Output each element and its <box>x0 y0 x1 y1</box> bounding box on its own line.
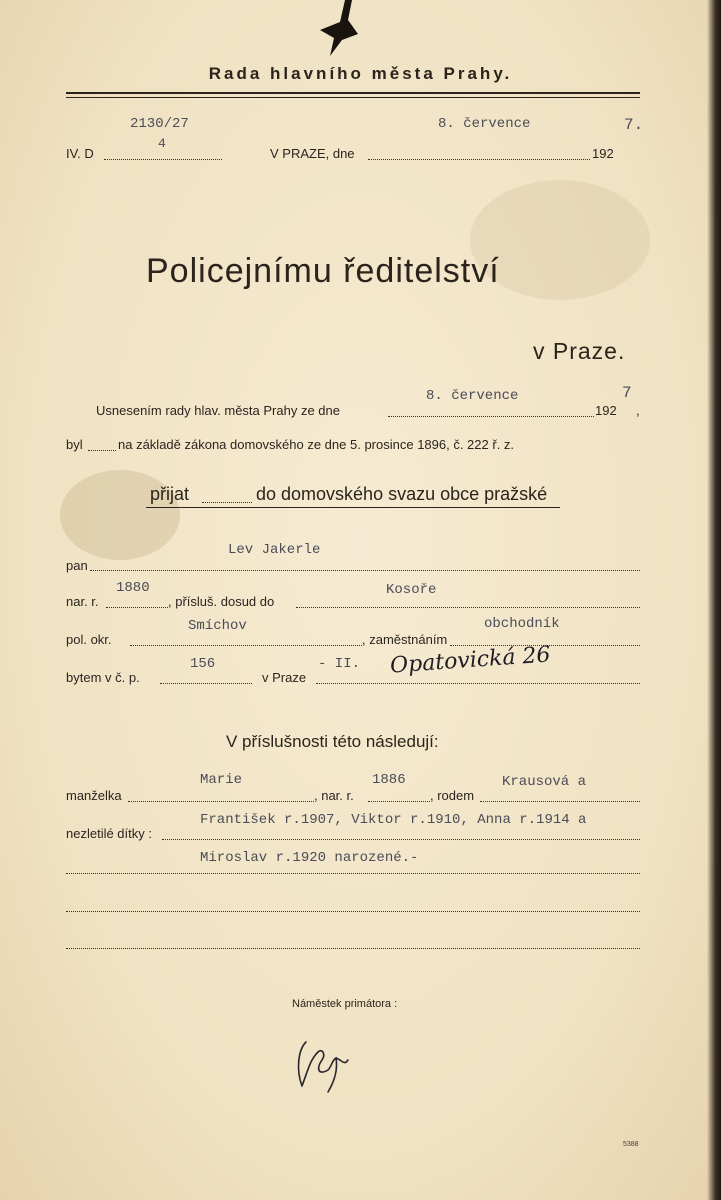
accepted-word: přijat <box>150 484 190 504</box>
street-handwritten: Opatovická 26 <box>389 642 552 679</box>
street-line <box>316 683 640 684</box>
dept-line <box>104 159 222 160</box>
accepted-text: do domovského svazu obce pražské <box>256 484 548 504</box>
resolution-date: 8. července <box>426 388 519 404</box>
maiden-line <box>480 801 640 802</box>
wife-name-line <box>128 801 314 802</box>
blank-rule-1 <box>66 911 640 912</box>
children-line1: František r.1907, Viktor r.1910, Anna r.1914 a <box>200 812 587 828</box>
wife-born-year: 1886 <box>372 772 406 788</box>
wife-label: manželka <box>66 788 122 803</box>
district-line <box>130 645 362 646</box>
domicile: Kosoře <box>386 582 437 598</box>
children-rule-2 <box>66 873 640 874</box>
dependents-heading: V příslušnosti této následují: <box>226 732 439 751</box>
date-line <box>368 159 590 160</box>
accepted-gap-line <box>202 502 252 503</box>
children-label: nezletilé dítky : <box>66 826 152 841</box>
district-number: - II. <box>318 656 361 672</box>
domicile-line <box>296 607 640 608</box>
wife-name: Marie <box>200 772 243 788</box>
district: Smíchov <box>188 618 247 634</box>
addressee-city: v Praze. <box>533 338 626 364</box>
date-typed: 8. července <box>438 116 531 132</box>
domicile-label: , přísluš. dosud do <box>168 594 275 609</box>
resolution-year-digit: 7 <box>622 384 632 402</box>
wife-born-label: , nar. r. <box>314 788 354 803</box>
city-label: v Praze <box>262 670 307 685</box>
house-number: 156 <box>190 656 216 672</box>
district-label: pol. okr. <box>66 632 112 647</box>
dept-prefix: IV. D <box>66 146 94 161</box>
occupation: obchodník <box>484 616 560 632</box>
resolution-text: Usnesením rady hlav. města Prahy ze dne <box>96 403 340 418</box>
council-header: Rada hlavního města Prahy. <box>208 64 513 83</box>
blank-rule-2 <box>66 948 640 949</box>
signature-mark <box>288 1030 368 1100</box>
print-code: 5388 <box>623 1141 639 1148</box>
file-number: 2130/27 <box>130 116 189 132</box>
accepted-underline <box>146 507 560 508</box>
year-digit: 7. <box>624 116 644 134</box>
place-date-label: V PRAZE, dne <box>270 146 355 161</box>
maiden-name: Krausová a <box>502 774 587 790</box>
maiden-label: , rodem <box>430 788 475 803</box>
law-text: na základě zákona domovského ze dne 5. prosince 1896, č. 222 ř. z. <box>118 437 515 452</box>
paper-tear <box>300 0 390 58</box>
header-double-rule <box>66 92 640 98</box>
born-line <box>106 607 168 608</box>
dept-number: 4 <box>158 136 166 151</box>
addressee-title: Policejnímu ředitelství <box>146 252 500 290</box>
born-label: nar. r. <box>66 594 99 609</box>
occupation-label: , zaměstnáním <box>362 632 448 647</box>
byl-label: byl <box>66 437 83 452</box>
children-line2: Miroslav r.1920 narozené.- <box>200 850 419 866</box>
born-year: 1880 <box>116 580 150 596</box>
resolution-year-prefix: 192 <box>595 403 617 418</box>
resolution-date-line <box>388 416 594 417</box>
house-line <box>160 683 252 684</box>
children-rule-1 <box>162 839 640 840</box>
year-prefix: 192 <box>592 146 614 161</box>
name-line <box>90 570 640 571</box>
resolution-comma: , <box>636 403 640 418</box>
signature-title: Náměstek primátora : <box>292 998 398 1010</box>
residence-label: bytem v č. p. <box>66 670 140 685</box>
wife-born-line <box>368 801 430 802</box>
pan-label: pan <box>66 558 88 573</box>
paper-edge <box>707 0 721 1200</box>
byl-line <box>88 450 116 451</box>
person-name: Lev Jakerle <box>228 542 321 558</box>
